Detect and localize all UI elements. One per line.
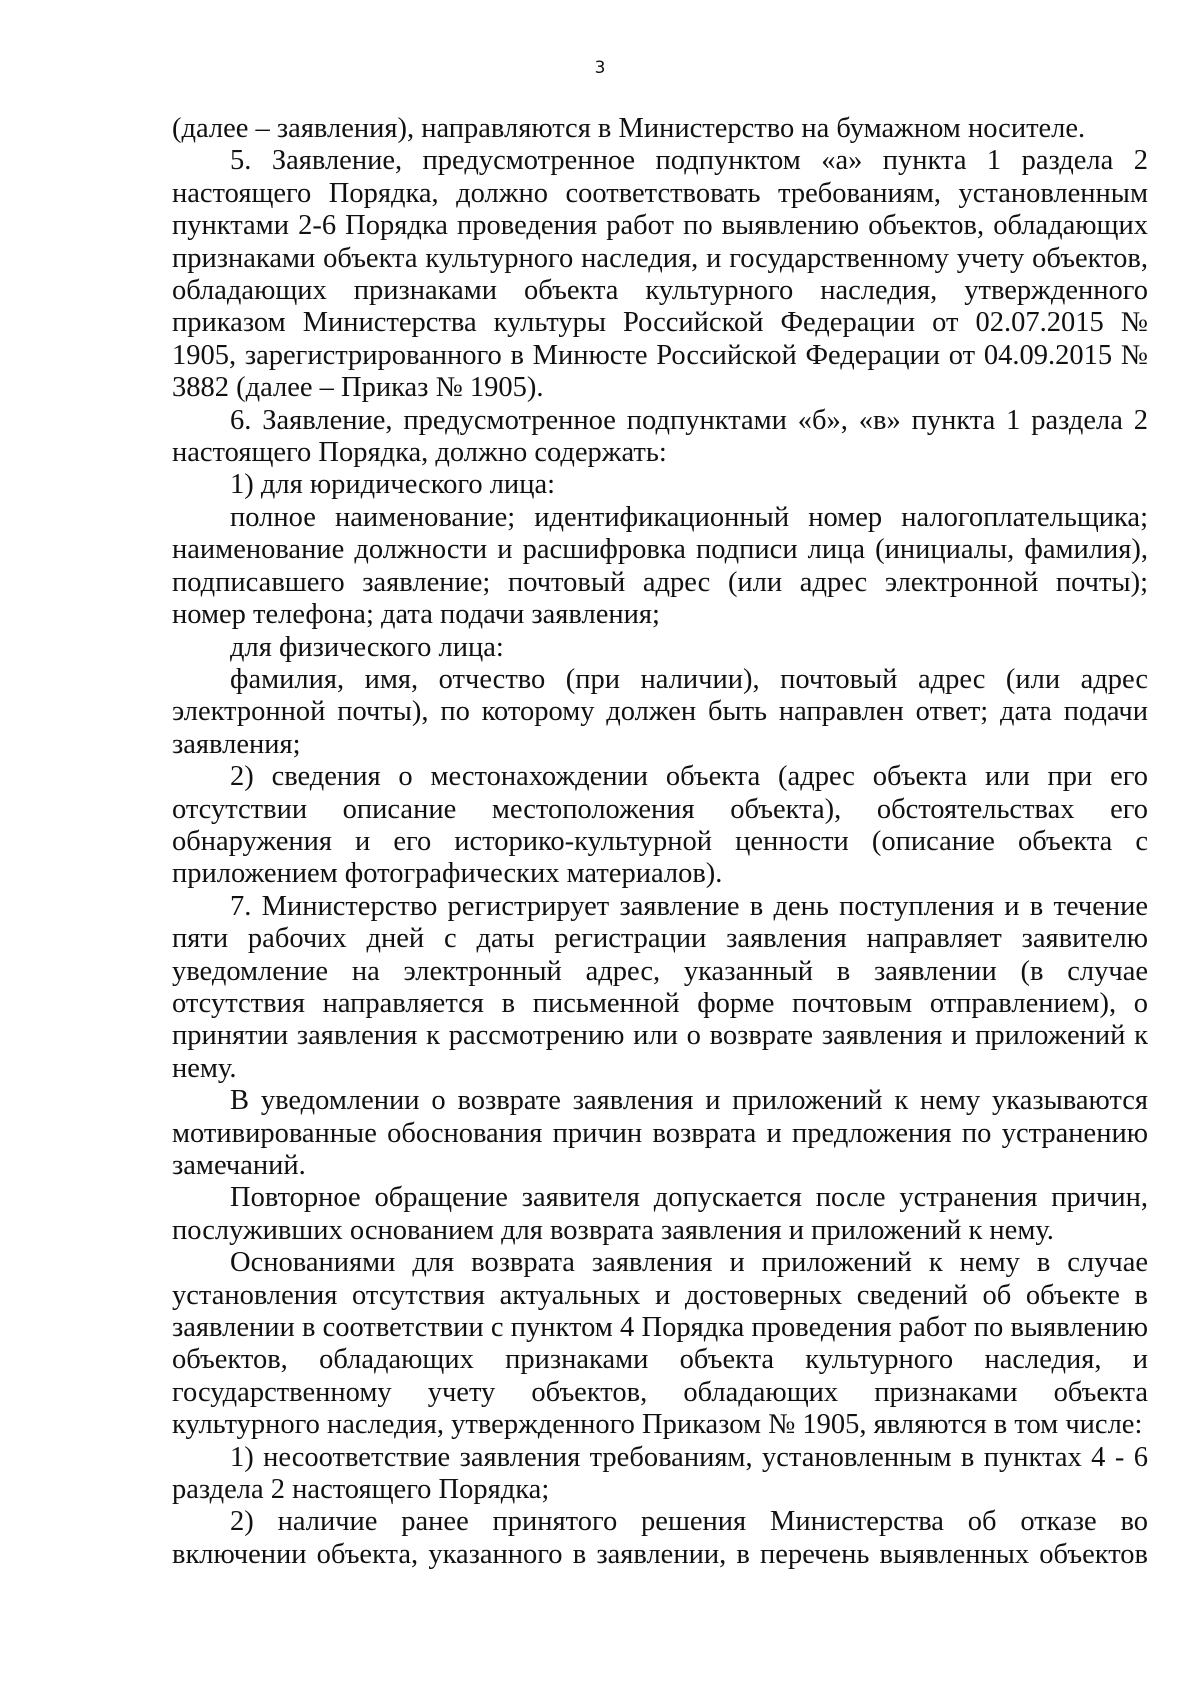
paragraph: В уведомлении о возврате заявления и приложений к нему указываются мотивированные обоснования причин возврата и предложения по устранению замечаний. <box>172 1085 1148 1181</box>
paragraph: фамилия, имя, отчество (при наличии), почтовый адрес (или адрес электронной почты), по которому должен быть направлен ответ; дата подачи заявления; <box>172 663 1148 760</box>
paragraph: 1) несоответствие заявления требованиям, установленным в пунктах 4 - 6 раздела 2 настоящего Порядка; <box>172 1441 1148 1506</box>
paragraph: 2) наличие ранее принятого решения Министерства об отказе во включении объекта, указанного в заявлении, в перечень выявленных объектов <box>172 1506 1148 1570</box>
paragraph: Основаниями для возврата заявления и приложений к нему в случае установления отсутствия актуальных и достоверных сведений об объекте в заявлении в соответствии с пунктом 4 Порядка проведения работ по выявлению объектов, обладающих признаками объекта культурного наследия, и государственному учету объектов, обладающих признаками объекта культурного наследия, утвержденного Приказом № 1905, являются в том числе: <box>172 1247 1148 1441</box>
page-number: 3 <box>594 58 606 78</box>
paragraph: полное наименование; идентификационный номер налогоплательщика; наименование должности и расшифровка подписи лица (инициалы, фамилия), подписавшего заявление; почтовый адрес (или адрес электронной почты); номер телефона; дата подачи заявления; <box>172 501 1148 631</box>
paragraph: (далее – заявления), направляются в Министерство на бумажном носителе. <box>172 113 1086 144</box>
paragraph: 7. Министерство регистрирует заявление в день поступления и в течение пяти рабочих дней с даты регистрации заявления направляет заявителю уведомление на электронный адрес, указанный в заявлении (в случае отсутствия направляется в письменной форме почтовым отправлением), о принятии заявления к рассмотрению или о возврате заявления и приложений к нему. <box>172 890 1148 1084</box>
document-body <box>172 113 1148 1571</box>
paragraph: 1) для юридического лица: <box>230 469 556 501</box>
paragraph: для физического лица: <box>230 631 504 663</box>
paragraph: 5. Заявление, предусмотренное подпунктом «а» пункта 1 раздела 2 настоящего Порядка, должно соответствовать требованиям, установленным пунктами 2-6 Порядка проведения работ по выявлению объектов, обладающих признаками объекта культурного наследия, и государственному учету объектов, обладающих признаками объекта культурного наследия, утвержденного приказом Министерства культуры Российской Федерации от 02.07.2015 № 1905, зарегистрированного в Минюсте Российской Федерации от 04.09.2015 № 3882 (далее – Приказ № 1905). <box>172 145 1148 404</box>
paragraph: Повторное обращение заявителя допускается после устранения причин, послуживших основанием для возврата заявления и приложений к нему. <box>172 1182 1148 1246</box>
paragraph: 6. Заявление, предусмотренное подпунктами «б», «в» пункта 1 раздела 2 настоящего Порядка, должно содержать: <box>172 404 1148 469</box>
paragraph: 2) сведения о местонахождении объекта (адрес объекта или при его отсутствии описание местоположения объекта), обстоятельствах его обнаружения и его историко-культурной ценности (описание объекта с приложением фотографических материалов). <box>172 761 1148 890</box>
